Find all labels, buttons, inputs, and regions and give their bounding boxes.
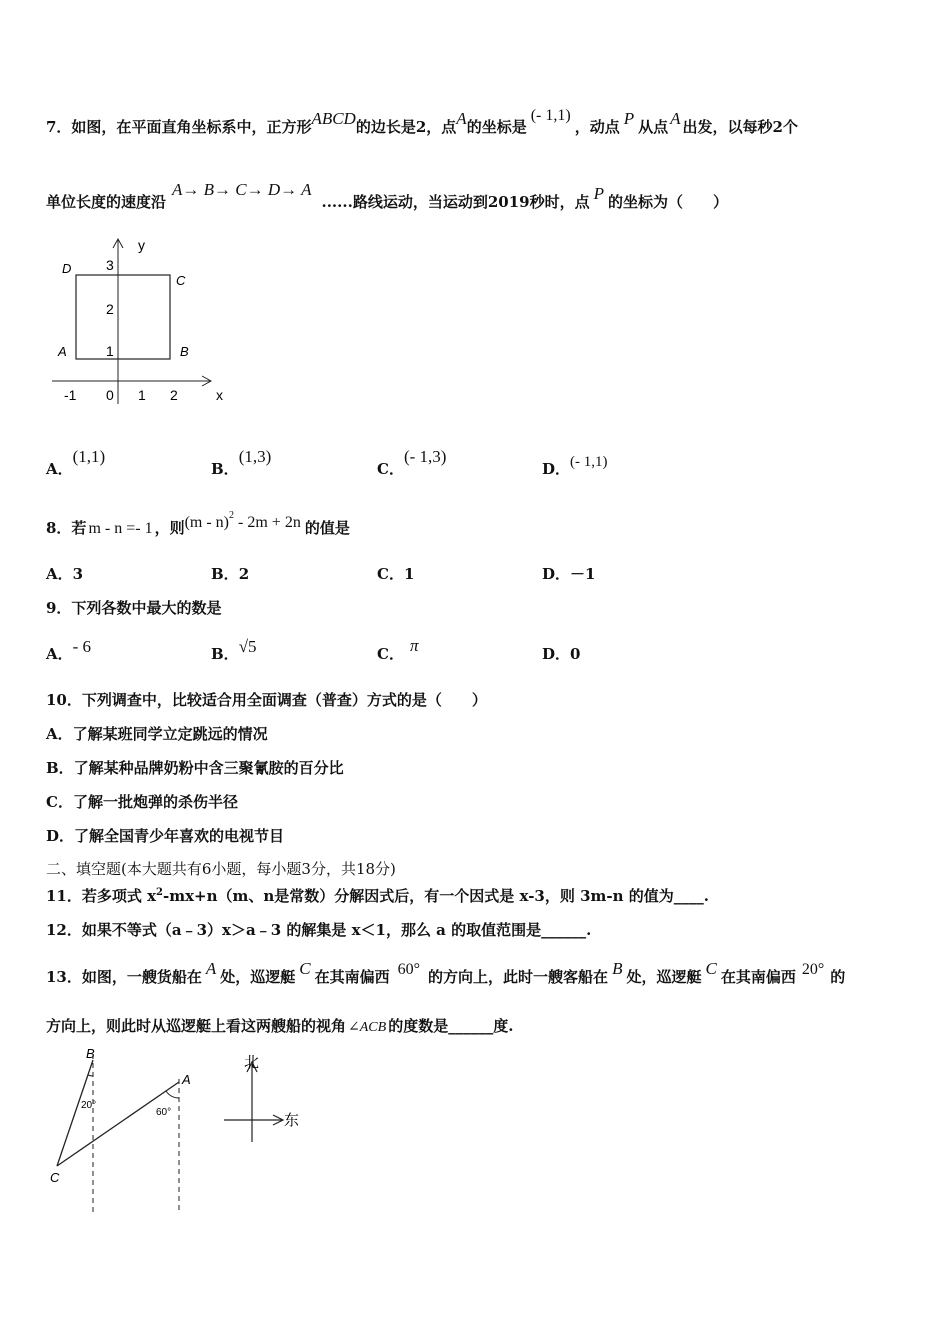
q10-option-b: B．了解某种品牌奶粉中含三聚氰胺的百分比 xyxy=(46,759,344,777)
q8-math-condition: m - n =- 1 xyxy=(88,520,153,537)
option-value: 2 xyxy=(238,565,250,583)
angle-60-label: 60° xyxy=(156,1107,172,1118)
q8-math-expression xyxy=(184,510,301,531)
option-label: C． xyxy=(377,565,404,583)
y-tick-1: 1 xyxy=(106,343,114,359)
option-label: D． xyxy=(542,645,571,663)
angle-20-label: 20° xyxy=(81,1100,97,1111)
label-c: C xyxy=(50,1170,60,1185)
q7-math-p: P xyxy=(623,109,635,128)
q13-math-angle: ∠ACB xyxy=(348,1020,387,1035)
option-label: B． xyxy=(211,645,239,663)
option-value: 0 xyxy=(570,645,581,663)
q7-text: 单位长度的速度沿 xyxy=(46,193,167,211)
compass-east-label: 东 xyxy=(284,1112,300,1129)
q7-math-a: A xyxy=(456,109,467,128)
q9-option-b xyxy=(211,637,257,664)
q8-expr-part: (m - n) xyxy=(184,514,230,531)
q13-text: 的方向上，此时一艘客船在 xyxy=(428,968,609,986)
q7-math-path: A→ B→ C→ D→ A xyxy=(172,180,312,199)
option-value: - 6 xyxy=(72,637,92,656)
q10-stem: 10．下列调查中，比较适合用全面调查（普查）方式的是（ ） xyxy=(46,691,487,709)
q9-option-c xyxy=(377,636,419,664)
q13-line1 xyxy=(46,959,846,987)
option-value: √5 xyxy=(238,637,257,656)
q9-stem: 9．下列各数中最大的数是 xyxy=(46,599,222,617)
segment-ca xyxy=(57,1082,179,1166)
q13-math-b: B xyxy=(612,959,623,978)
q7-line1 xyxy=(46,107,798,137)
segment-cb xyxy=(57,1060,93,1166)
label-b: B xyxy=(86,1046,95,1061)
option-label: B． xyxy=(211,565,239,583)
point-c-label: C xyxy=(176,273,186,288)
compass-north-label: 北 xyxy=(244,1054,260,1071)
q13-text: 的度数是______度. xyxy=(388,1017,514,1035)
q13-math-a: A xyxy=(205,959,217,978)
option-value: (- 1,3) xyxy=(403,447,447,466)
q13-text: 的 xyxy=(830,968,846,986)
q13-math-c2: C xyxy=(705,959,717,978)
option-value: 1 xyxy=(403,565,415,583)
point-d-label: D xyxy=(62,261,72,276)
q8-text: ，则 xyxy=(154,519,185,537)
q13-text: 13．如图，一艘货船在 xyxy=(46,968,202,986)
q13-math-c: C xyxy=(299,959,311,978)
option-label: C． xyxy=(377,645,404,663)
q8-text: 的值是 xyxy=(304,519,350,537)
q7-math-abcd: ABCD xyxy=(311,109,356,128)
option-label: C． xyxy=(377,460,404,478)
x-tick-1: 1 xyxy=(138,387,146,403)
q7-math-a2: A xyxy=(670,109,681,128)
label-a: A xyxy=(182,1072,191,1087)
q7-option-a xyxy=(46,447,106,479)
q13-text: 在其南偏西 xyxy=(314,968,390,986)
q7-text: ......路线运动，当运动到2019秒时，点 xyxy=(321,193,590,211)
y-axis-label: y xyxy=(138,237,145,253)
q8-text: 8．若 xyxy=(46,519,87,537)
option-label: B． xyxy=(211,460,239,478)
q8-stem xyxy=(46,510,350,538)
q8-option-d xyxy=(542,563,595,584)
q13-line2 xyxy=(46,1015,513,1036)
y-tick-2: 2 xyxy=(106,301,114,317)
x-tick-2: 2 xyxy=(170,387,178,403)
q8-option-b xyxy=(211,563,249,584)
option-value: (1,3) xyxy=(238,447,272,466)
q8-expr-exponent: 2 xyxy=(229,510,235,521)
option-label: A． xyxy=(46,565,73,583)
option-value: 3 xyxy=(72,565,84,583)
q7-text: 出发，以每秒2个 xyxy=(682,118,798,136)
option-value: (- 1,1) xyxy=(570,454,608,470)
q7-coordinate-figure xyxy=(48,232,238,412)
x-axis-label: x xyxy=(216,387,223,403)
square-abcd xyxy=(76,275,170,359)
y-tick-3: 3 xyxy=(106,257,114,273)
angle-arc-b xyxy=(88,1075,93,1076)
q7-text: 从点 xyxy=(638,118,669,136)
q10-option-a: A．了解某班同学立定跳远的情况 xyxy=(46,725,268,743)
q13-math-60: 60° xyxy=(397,961,421,978)
q13-text: 在其南偏西 xyxy=(720,968,796,986)
q10-option-c: C．了解一批炮弹的杀伤半径 xyxy=(46,793,238,811)
option-value: (1,1) xyxy=(72,447,106,466)
option-label: A． xyxy=(46,460,73,478)
option-label: D． xyxy=(542,460,571,478)
option-label: D． xyxy=(542,565,571,583)
q13-text: 处，巡逻艇 xyxy=(626,968,702,986)
q7-text: 7．如图，在平面直角坐标系中，正方形 xyxy=(46,118,312,136)
option-value: π xyxy=(409,636,419,655)
q11-text: -mx+n（m、n是常数）分解因式后，有一个因式是 x-3，则 3m-n 的值为____. xyxy=(163,887,709,905)
q12-stem: 12．如果不等式（a﹣3）x＞a﹣3 的解集是 x＜1，那么 a 的取值范围是______. xyxy=(46,921,592,939)
section-heading: 二、填空题(本大题共有6小题，每小题3分，共18分) xyxy=(46,860,396,878)
q7-text: 的边长是2，点 xyxy=(355,118,457,136)
q11-stem xyxy=(46,885,709,906)
q8-option-c xyxy=(377,563,414,584)
q9-option-d xyxy=(542,643,580,664)
point-a-label: A xyxy=(58,344,67,359)
point-b-label: B xyxy=(180,344,189,359)
q10-option-d: D．了解全国青少年喜欢的电视节目 xyxy=(46,827,285,845)
q13-text: 处，巡逻艇 xyxy=(220,968,296,986)
q11-text: 11．若多项式 x xyxy=(46,887,157,905)
q8-option-a xyxy=(46,563,83,584)
q11-exponent: 2 xyxy=(156,887,164,898)
q7-text: 的坐标是 xyxy=(466,118,527,136)
q13-text: 方向上，则此时从巡逻艇上看这两艘船的视角 xyxy=(46,1017,347,1035)
q7-line2 xyxy=(46,180,728,212)
q8-expr-part: - 2m + 2n xyxy=(234,514,301,531)
option-value: －1 xyxy=(570,565,596,583)
q13-math-20: 20° xyxy=(801,961,825,978)
q7-math-p2: P xyxy=(593,184,604,203)
x-tick-neg1: -1 xyxy=(64,387,77,403)
q7-text: 的坐标为（ ） xyxy=(607,193,728,211)
x-tick-0: 0 xyxy=(106,387,114,403)
q7-math-coord: (- 1,1) xyxy=(530,107,571,124)
q7-option-c xyxy=(377,447,447,479)
option-label: A． xyxy=(46,645,73,663)
q7-text: ，动点 xyxy=(574,118,620,136)
q7-option-d xyxy=(542,454,608,479)
q13-bearing-figure xyxy=(44,1042,314,1222)
angle-arc-a xyxy=(166,1091,179,1098)
q9-option-a xyxy=(46,637,92,664)
q7-option-b xyxy=(211,447,272,479)
